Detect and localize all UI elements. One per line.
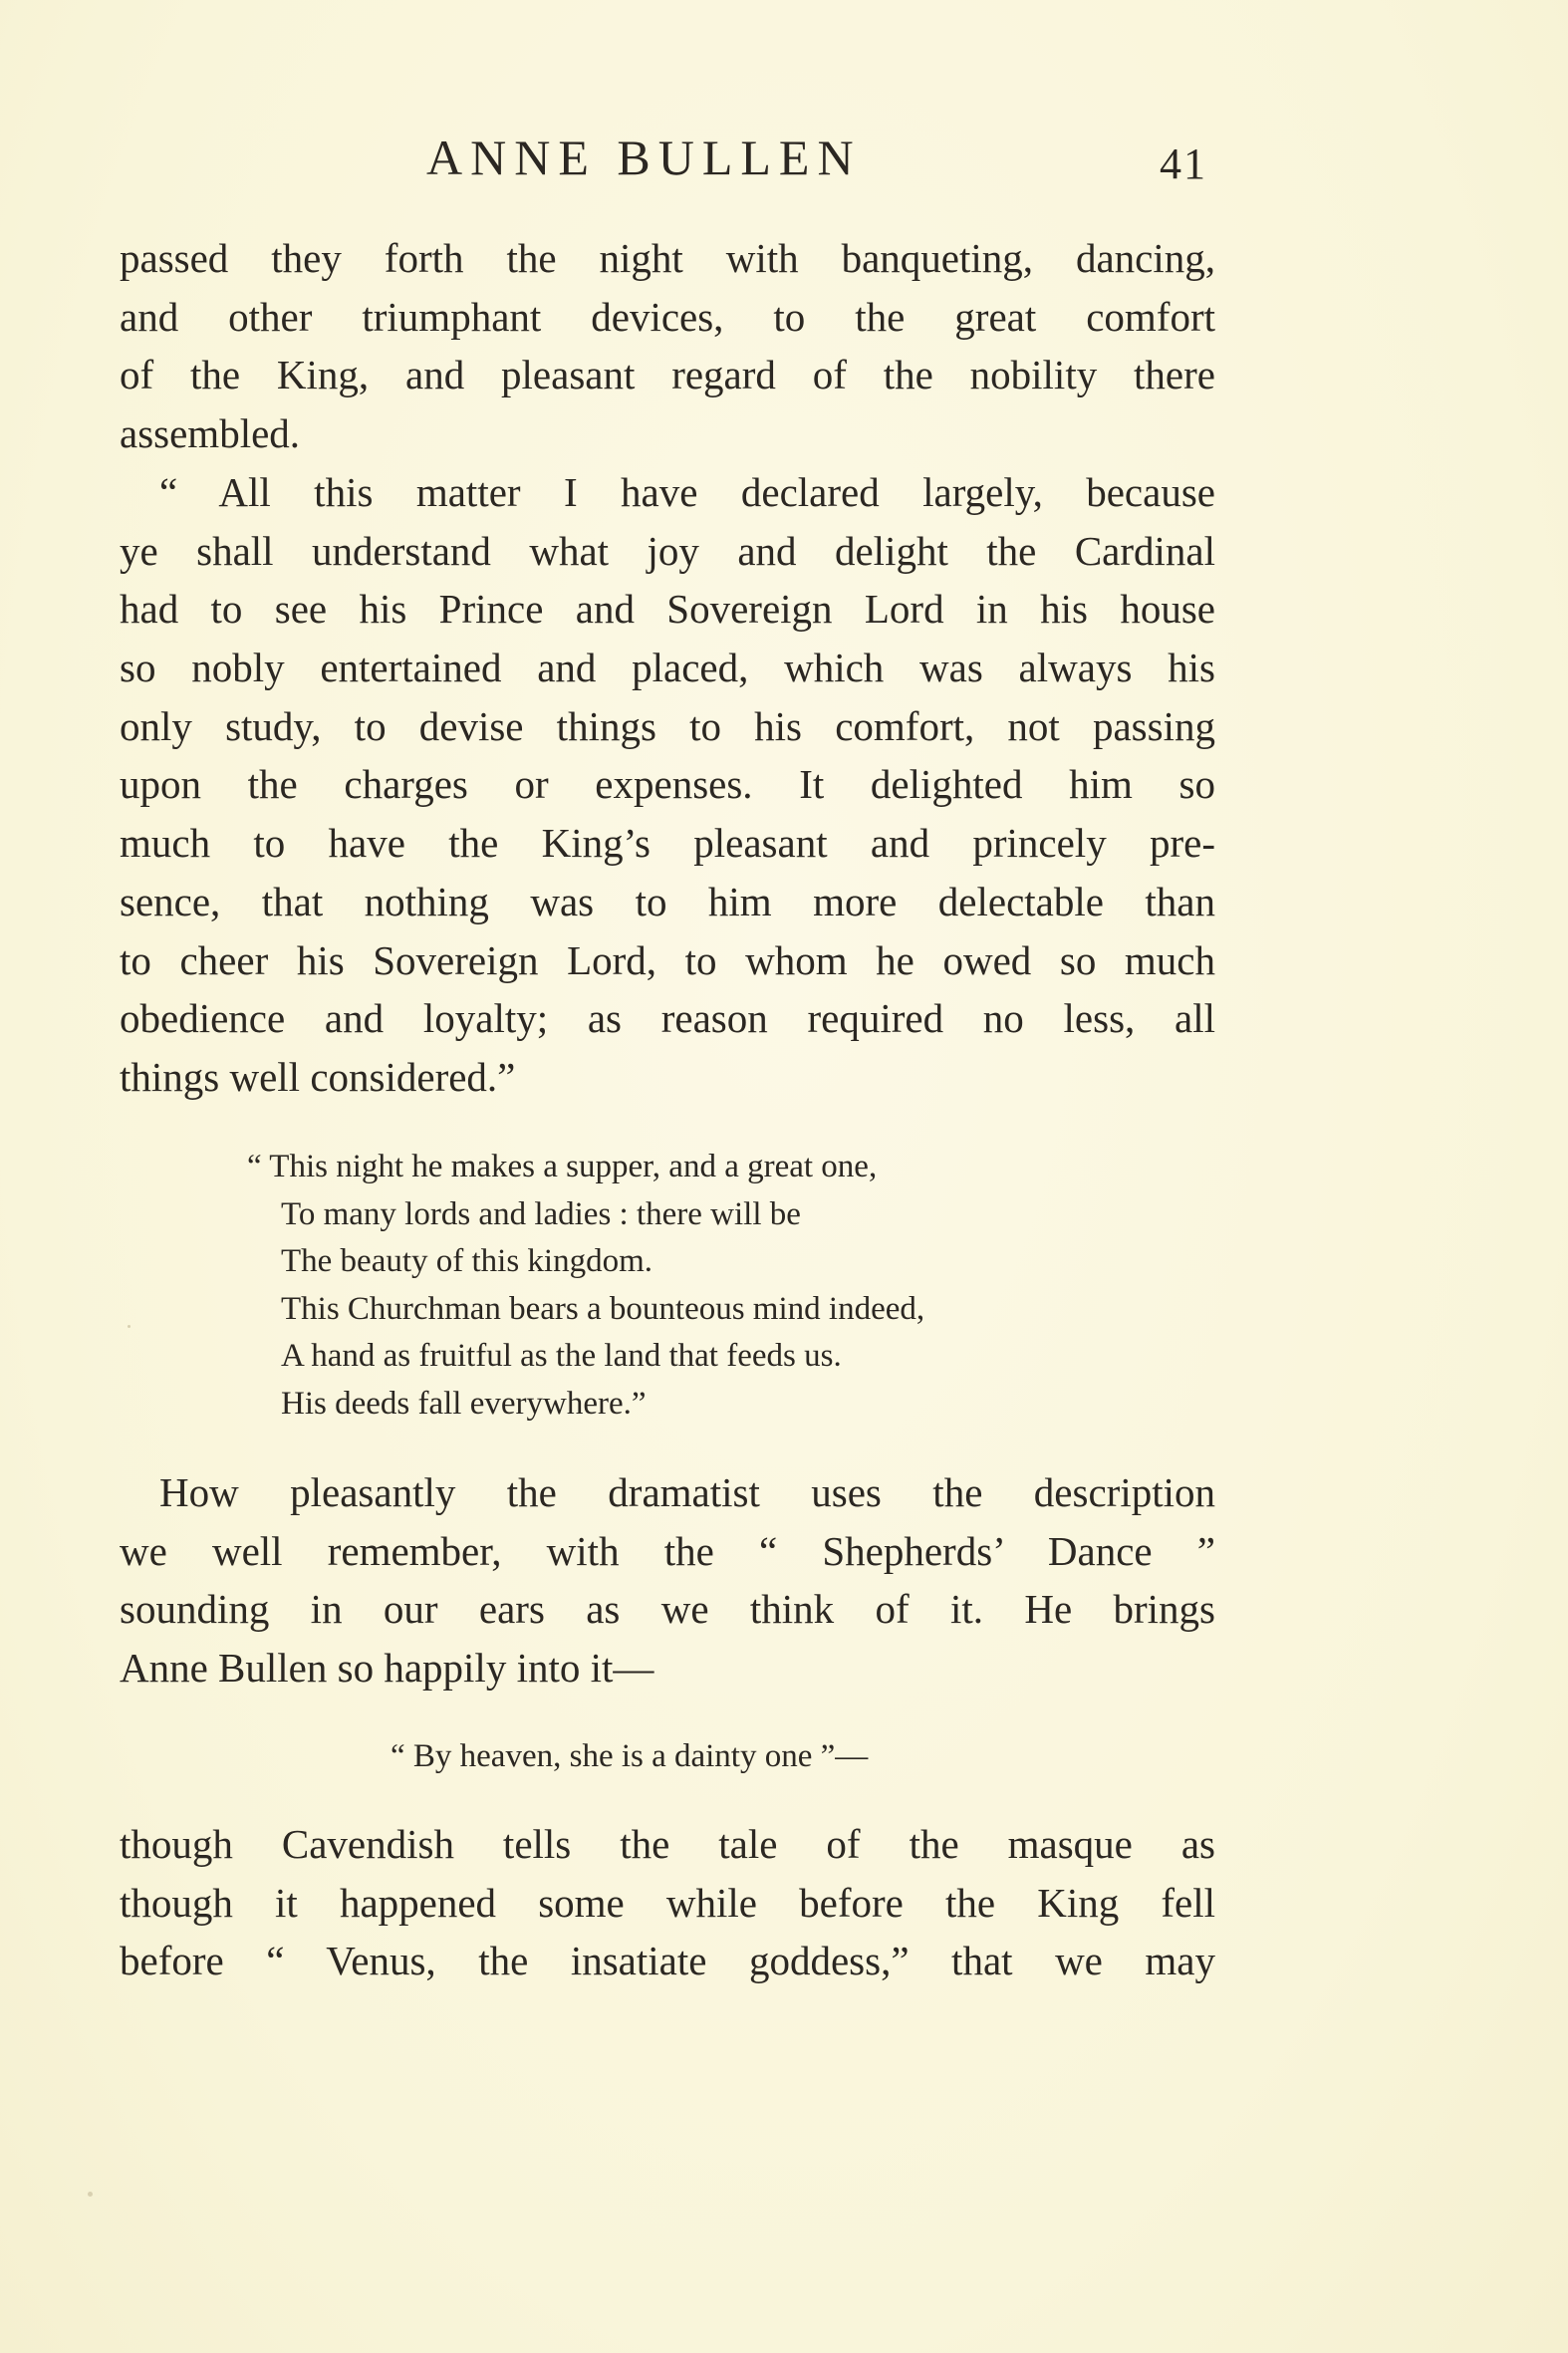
dainty-one-quote: “ By heaven, she is a dainty one ”—	[391, 1738, 869, 1774]
text-line: much to have the King’s pleasant and princely pre-	[120, 820, 1215, 867]
text-line: passed they forth the night with banqueting, dancing,	[120, 235, 1215, 281]
text-line: had to see his Prince and Sovereign Lord in his house	[120, 586, 1215, 633]
text-line: assembled.	[120, 410, 301, 457]
running-title: ANNE BULLEN	[426, 130, 862, 185]
page-number: 41	[1160, 139, 1207, 188]
text-line: ye shall understand what joy and delight the Cardinal	[120, 527, 1215, 574]
text-line: before “ Venus, the insatiate goddess,” that we may	[120, 1938, 1215, 1984]
paper-speck	[128, 1325, 131, 1328]
text-line: so nobly entertained and placed, which was always his	[120, 645, 1215, 691]
text-line: and other triumphant devices, to the great comfort	[120, 293, 1215, 340]
text-line: sence, that nothing was to him more delectable than	[120, 878, 1215, 924]
paragraph-dramatist	[120, 1463, 1215, 1698]
verse-line: “ This night he makes a supper, and a great one,	[247, 1149, 878, 1184]
text-line: “ All this matter I have declared largely, because	[159, 469, 1215, 515]
paragraph-cavendish-quote	[120, 463, 1215, 1107]
text-line: sounding in our ears as we think of it. He brings	[120, 1586, 1215, 1633]
verse-line: The beauty of this kingdom.	[281, 1243, 653, 1279]
text-line: How pleasantly the dramatist uses the description	[159, 1469, 1215, 1515]
paper-speck	[88, 2192, 93, 2197]
text-line: to cheer his Sovereign Lord, to whom he owed so much	[120, 936, 1215, 983]
paragraph-banqueting	[120, 229, 1215, 463]
text-line: Anne Bullen so happily into it—	[120, 1645, 654, 1692]
text-line: of the King, and pleasant regard of the nobility there	[120, 352, 1215, 398]
text-line: we well remember, with the “ Shepherds’ Dance ”	[120, 1527, 1215, 1574]
verse-line: To many lords and ladies : there will be	[281, 1195, 801, 1232]
text-line: though it happened some while before the King fell	[120, 1879, 1215, 1926]
verse-quotation	[247, 1144, 1144, 1428]
text-line: only study, to devise things to his comfort, not passing	[120, 702, 1215, 749]
verse-line: His deeds fall everywhere.”	[281, 1385, 647, 1422]
text-line: upon the charges or expenses. It delighted him so	[120, 761, 1215, 808]
verse-line: A hand as fruitful as the land that feeds us.	[281, 1338, 842, 1374]
text-line: obedience and loyalty; as reason required no less, all	[120, 995, 1215, 1042]
text-line: things well considered.”	[120, 1053, 516, 1100]
text-line: though Cavendish tells the tale of the masque as	[120, 1821, 1215, 1867]
page-header	[0, 128, 1568, 197]
verse-line: This Churchman bears a bounteous mind indeed,	[281, 1290, 925, 1327]
paragraph-masque	[120, 1815, 1215, 1990]
